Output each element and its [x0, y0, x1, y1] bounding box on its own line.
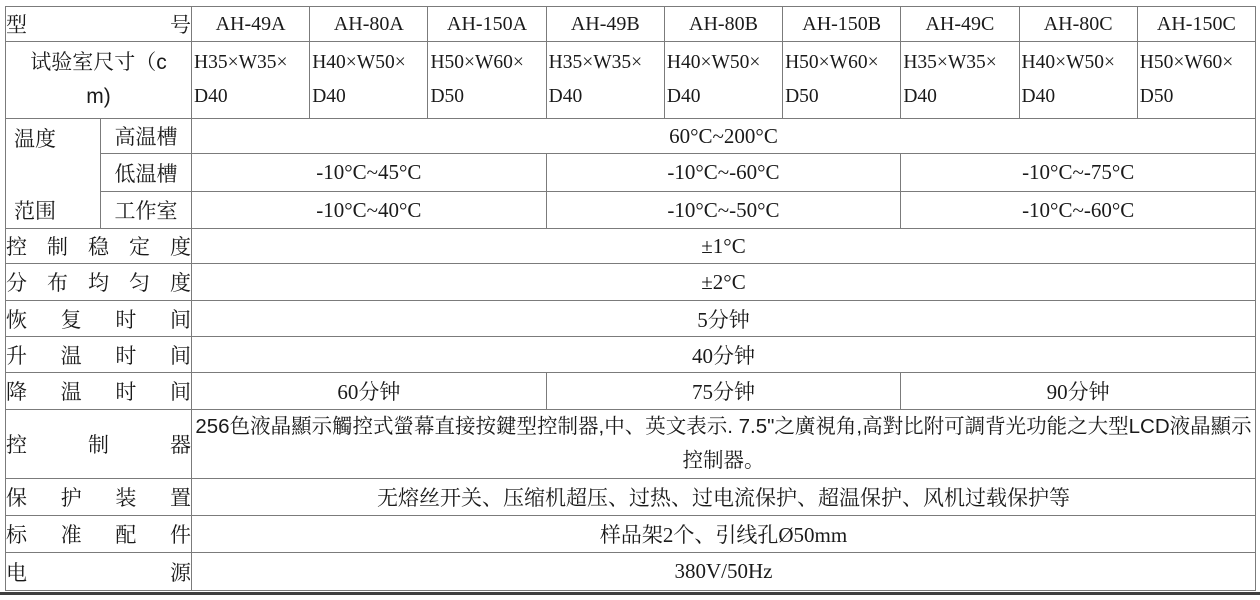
model-cell: AH-150A [428, 7, 546, 42]
temp-range-label-line2: 范围 [14, 199, 56, 223]
model-row [6, 7, 1256, 42]
dimension-line2: D40 [1021, 86, 1056, 107]
distribution-uniformity-row [6, 264, 1256, 301]
dimension-line1: H40×W50× [312, 52, 406, 73]
bottom-rule [0, 592, 1260, 595]
dimension-cell [192, 42, 310, 119]
model-cell: AH-150B [783, 7, 901, 42]
spec-table [5, 6, 1256, 591]
dimension-line1: H50×W60× [430, 52, 524, 73]
model-cell: AH-150C [1137, 7, 1255, 42]
chamber-size-label-line2: m) [86, 85, 111, 108]
model-cell: AH-80A [310, 7, 428, 42]
temp-range-group-label [6, 119, 101, 229]
recovery-time-row [6, 301, 1256, 337]
dimension-cell [1019, 42, 1137, 119]
dimension-cell [783, 42, 901, 119]
model-cell: AH-80B [664, 7, 782, 42]
low-temp-row [6, 154, 1256, 192]
cooling-time-row [6, 373, 1256, 410]
high-temp-value: 60°C~200°C [192, 119, 1256, 154]
model-cell: AH-49A [192, 7, 310, 42]
dimension-line2: D40 [666, 86, 701, 107]
work-room-value-c: -10°C~-60°C [901, 192, 1256, 229]
work-room-label: 工作室 [101, 192, 192, 229]
model-cell: AH-80C [1019, 7, 1137, 42]
accessories-row [6, 516, 1256, 553]
dimension-line2: D50 [1139, 86, 1174, 107]
power-row [6, 553, 1256, 591]
dimension-line2: D40 [312, 86, 346, 107]
controller-label: 控制器 [6, 410, 192, 479]
dimension-line2: D40 [903, 86, 937, 107]
cooling-time-value-b: 75分钟 [546, 373, 901, 410]
heating-time-label: 升温时间 [6, 337, 192, 373]
protection-row [6, 479, 1256, 516]
accessories-value: 样品架2个、引线孔Ø50mm [192, 516, 1256, 553]
dimension-line2: D50 [430, 86, 465, 107]
dimension-line1: H35×W35× [903, 52, 997, 73]
chamber-size-label-line1: 试验室尺寸（c [30, 51, 167, 74]
high-temp-row [6, 119, 1256, 154]
dimension-line1: H50×W60× [785, 52, 879, 73]
controller-value: 256色液晶顯示觸控式螢幕直接按鍵型控制器,中、英文表示. 7.5"之廣視角,高對比附可調背光功能之大型LCD液晶顯示控制器。 [192, 410, 1256, 479]
cooling-time-value-c: 90分钟 [901, 373, 1256, 410]
protection-value: 无熔丝开关、压缩机超压、过热、过电流保护、超温保护、风机过载保护等 [192, 479, 1256, 516]
dimension-line1: H50×W60× [1139, 52, 1234, 73]
dimension-cell [428, 42, 546, 119]
temp-range-label-line1: 温度 [14, 127, 56, 151]
power-label: 电源 [6, 553, 192, 591]
dimension-cell [901, 42, 1019, 119]
dimension-cell [546, 42, 664, 119]
dimension-line1: H35×W35× [194, 52, 288, 73]
dimension-line2: D40 [194, 86, 228, 107]
spec-sheet [5, 6, 1256, 591]
model-cell: AH-49B [546, 7, 664, 42]
low-temp-value-b: -10°C~-60°C [546, 154, 901, 192]
recovery-time-value: 5分钟 [192, 301, 1256, 337]
heating-time-value: 40分钟 [192, 337, 1256, 373]
recovery-time-label: 恢复时间 [6, 301, 192, 337]
chamber-size-label [6, 42, 192, 119]
low-temp-value-c: -10°C~-75°C [901, 154, 1256, 192]
controller-row [6, 410, 1256, 479]
model-row-label: 型号 [6, 7, 192, 42]
model-cell: AH-49C [901, 7, 1019, 42]
dimension-cell [310, 42, 428, 119]
work-room-row [6, 192, 1256, 229]
dimension-line1: H40×W50× [666, 52, 761, 73]
control-stability-label: 控制稳定度 [6, 229, 192, 264]
chamber-size-row [6, 42, 1256, 119]
distribution-uniformity-label: 分布均匀度 [6, 264, 192, 301]
control-stability-value: ±1°C [192, 229, 1256, 264]
cooling-time-label: 降温时间 [6, 373, 192, 410]
cooling-time-value-a: 60分钟 [192, 373, 547, 410]
dimension-line1: H35×W35× [548, 52, 643, 73]
protection-label: 保护装置 [6, 479, 192, 516]
power-value: 380V/50Hz [192, 553, 1256, 591]
heating-time-row [6, 337, 1256, 373]
dimension-line2: D50 [785, 86, 819, 107]
low-temp-value-a: -10°C~45°C [192, 154, 547, 192]
dimension-cell [664, 42, 782, 119]
work-room-value-a: -10°C~40°C [192, 192, 547, 229]
control-stability-row [6, 229, 1256, 264]
dimension-line1: H40×W50× [1021, 52, 1116, 73]
dimension-line2: D40 [548, 86, 583, 107]
accessories-label: 标准配件 [6, 516, 192, 553]
high-temp-label: 高温槽 [101, 119, 192, 154]
low-temp-label: 低温槽 [101, 154, 192, 192]
distribution-uniformity-value: ±2°C [192, 264, 1256, 301]
work-room-value-b: -10°C~-50°C [546, 192, 901, 229]
dimension-cell [1137, 42, 1255, 119]
